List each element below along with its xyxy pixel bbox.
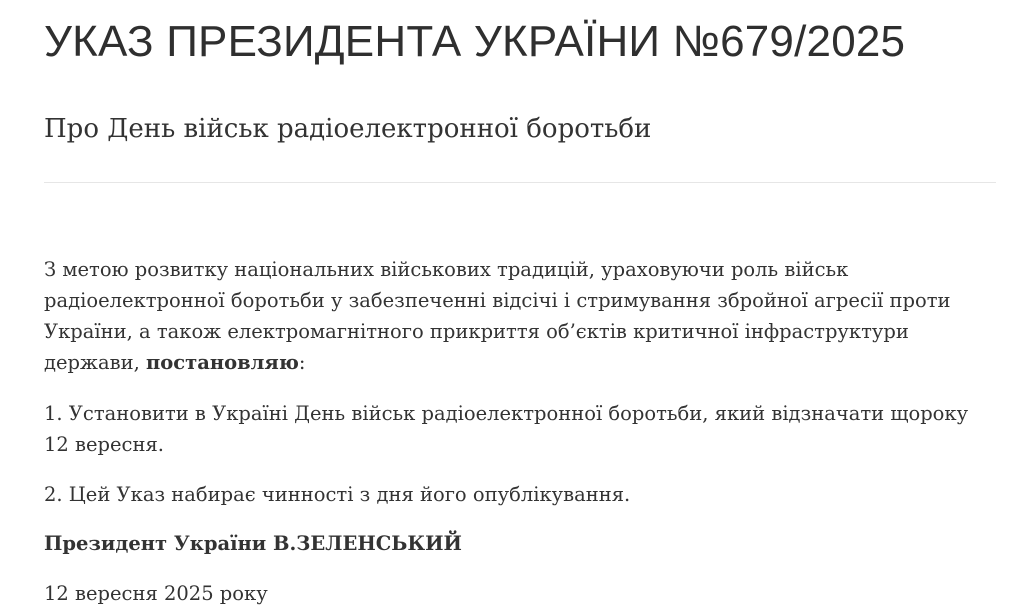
preamble-line-2: радіоелектронної боротьби у забезпеченні відсічі і стримування збройної агресії проти	[44, 289, 951, 312]
decree-item-1	[44, 398, 1004, 460]
preamble-line-4-prefix: держави,	[44, 351, 146, 374]
signature: Президент України В.ЗЕЛЕНСЬКИЙ	[44, 532, 462, 555]
item-2-line-1: 2. Цей Указ набирає чинності з дня його опублікування.	[44, 483, 631, 506]
decree-title: УКАЗ ПРЕЗИДЕНТА УКРАЇНИ №679/2025	[44, 17, 906, 66]
preamble-line-3: України, а також електромагнітного прикриття об’єктів критичної інфраструктури	[44, 320, 909, 343]
decree-colon: :	[298, 351, 306, 374]
preamble-line-1: З метою розвитку національних військових традицій, ураховуючи роль військ	[44, 258, 849, 281]
decree-item-2	[44, 479, 1004, 510]
title-divider	[44, 182, 996, 183]
item-1-line-2: 12 вересня.	[44, 433, 164, 456]
decree-date: 12 вересня 2025 року	[44, 582, 268, 605]
decree-word: постановляю	[145, 351, 299, 374]
preamble-paragraph	[44, 254, 1004, 378]
item-1-line-1: 1. Установити в Україні День військ радіоелектронної боротьби, який відзначати щороку	[44, 402, 969, 425]
decree-subtitle: Про День військ радіоелектронної боротьби	[44, 114, 652, 144]
